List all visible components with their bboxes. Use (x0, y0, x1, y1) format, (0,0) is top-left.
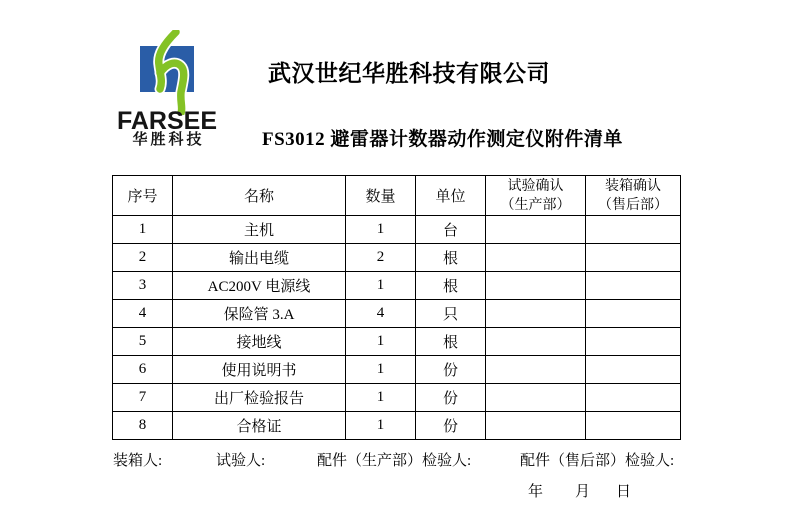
table-row (113, 412, 681, 440)
packer-label: 装箱人: (113, 453, 163, 469)
year-label: 年 (528, 484, 544, 500)
header-cell-unit: 单位 (416, 176, 486, 216)
table-row (113, 328, 681, 356)
cell-pack-confirm (586, 300, 681, 328)
table-row (113, 356, 681, 384)
cell-unit: 根 (416, 244, 486, 272)
cell-qty: 4 (346, 300, 416, 328)
cell-qty: 1 (346, 328, 416, 356)
cell-test-confirm (486, 412, 586, 440)
table-row (113, 216, 681, 244)
cell-test-confirm (486, 272, 586, 300)
cell-unit: 根 (416, 328, 486, 356)
cell-unit: 份 (416, 412, 486, 440)
cell-no: 6 (113, 356, 173, 384)
parts-aftersales-inspector-label: 配件（售后部）检验人: (520, 453, 675, 469)
cell-pack-confirm (586, 216, 681, 244)
logo-subtext: 华胜科技 (132, 131, 205, 148)
cell-no: 7 (113, 384, 173, 412)
table-row (113, 272, 681, 300)
table-header-row (113, 176, 681, 216)
cell-unit: 份 (416, 356, 486, 384)
cell-name: AC200V 电源线 (173, 272, 346, 300)
farsee-logo-icon (136, 30, 206, 115)
parts-production-inspector-label: 配件（生产部）检验人: (317, 453, 472, 469)
cell-name: 保险管 3.A (173, 300, 346, 328)
cell-test-confirm (486, 384, 586, 412)
tester-label: 试验人: (216, 453, 266, 469)
cell-qty: 1 (346, 216, 416, 244)
cell-no: 2 (113, 244, 173, 272)
document-title: FS3012 避雷器计数器动作测定仪附件清单 (262, 129, 623, 150)
cell-name: 出厂检验报告 (173, 384, 346, 412)
cell-unit: 根 (416, 272, 486, 300)
day-label: 日 (616, 484, 632, 500)
logo-wordmark: FARSEE (116, 107, 218, 135)
cell-qty: 2 (346, 244, 416, 272)
cell-qty: 1 (346, 412, 416, 440)
cell-no: 8 (113, 412, 173, 440)
cell-no: 4 (113, 300, 173, 328)
cell-pack-confirm (586, 244, 681, 272)
header-cell-pack-confirm: 装箱确认 （售后部） (586, 176, 681, 216)
cell-no: 1 (113, 216, 173, 244)
cell-name: 合格证 (173, 412, 346, 440)
table-row (113, 300, 681, 328)
table-row (113, 244, 681, 272)
cell-test-confirm (486, 244, 586, 272)
header-cell-no: 序号 (113, 176, 173, 216)
cell-unit: 只 (416, 300, 486, 328)
cell-name: 接地线 (173, 328, 346, 356)
header-cell-qty: 数量 (346, 176, 416, 216)
cell-pack-confirm (586, 328, 681, 356)
header-cell-test-confirm: 试验确认 （生产部） (486, 176, 586, 216)
cell-name: 使用说明书 (173, 356, 346, 384)
table-row (113, 384, 681, 412)
company-name-title: 武汉世纪华胜科技有限公司 (268, 60, 550, 86)
month-label: 月 (575, 484, 591, 500)
cell-unit: 份 (416, 384, 486, 412)
header-cell-name: 名称 (173, 176, 346, 216)
cell-pack-confirm (586, 356, 681, 384)
cell-pack-confirm (586, 412, 681, 440)
cell-test-confirm (486, 328, 586, 356)
cell-unit: 台 (416, 216, 486, 244)
cell-qty: 1 (346, 272, 416, 300)
cell-no: 5 (113, 328, 173, 356)
cell-name: 主机 (173, 216, 346, 244)
cell-name: 输出电缆 (173, 244, 346, 272)
accessories-table (112, 175, 681, 440)
cell-test-confirm (486, 356, 586, 384)
cell-qty: 1 (346, 384, 416, 412)
cell-no: 3 (113, 272, 173, 300)
cell-qty: 1 (346, 356, 416, 384)
cell-pack-confirm (586, 272, 681, 300)
cell-test-confirm (486, 300, 586, 328)
cell-test-confirm (486, 216, 586, 244)
cell-pack-confirm (586, 384, 681, 412)
